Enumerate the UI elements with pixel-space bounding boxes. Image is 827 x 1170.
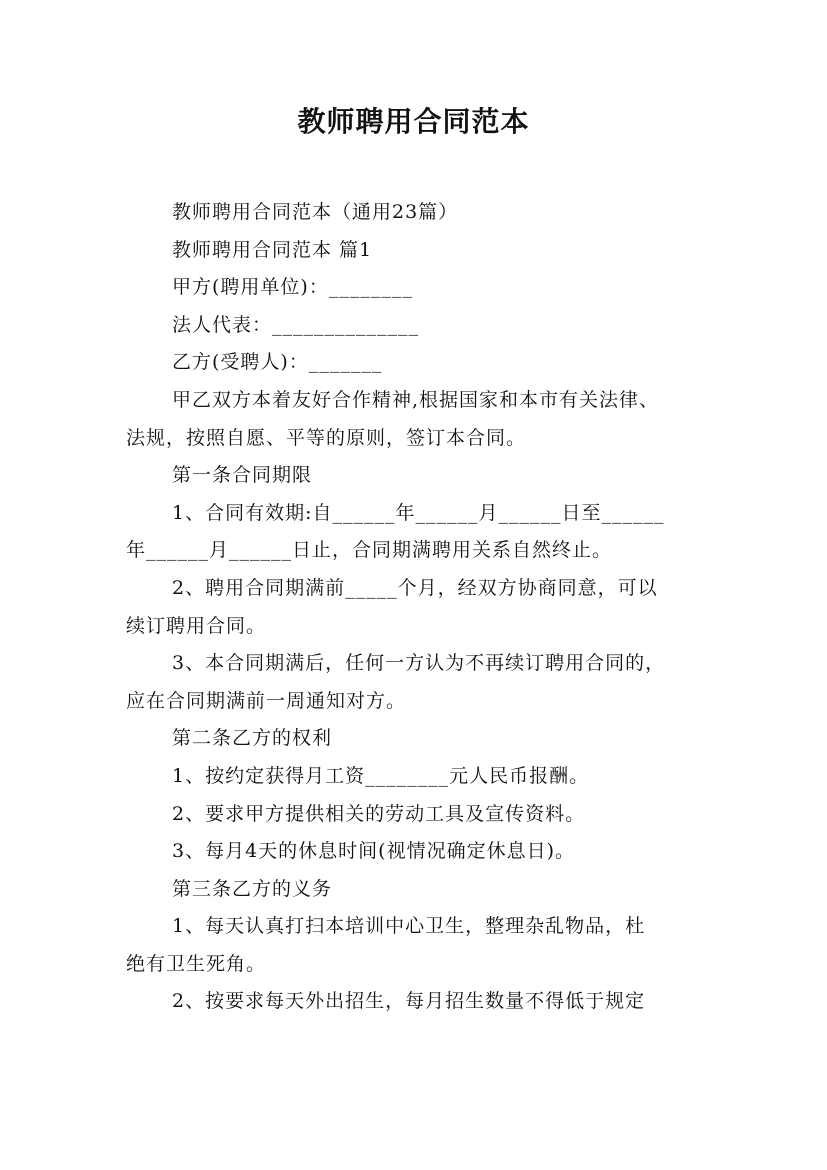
paragraph-line: 3、本合同期满后，任何一方认为不再续订聘用合同的， — [172, 652, 666, 675]
paragraph-line: 2、按要求每天外出招生，每月招生数量不得低于规定 — [172, 990, 646, 1013]
paragraph-line: 法规，按照自愿、平等的原则，签订本合同。 — [126, 426, 527, 449]
paragraph-line: 1、合同有效期:自______年______月______日至______ — [172, 501, 665, 524]
paragraph-line: 法人代表：______________ — [172, 313, 420, 336]
paragraph-line: 续订聘用合同。 — [126, 614, 267, 637]
paragraph-line: 教师聘用合同范本（通用23篇） — [172, 201, 459, 223]
paragraph-line: 2、要求甲方提供相关的劳动工具及宣传资料。 — [172, 802, 586, 825]
paragraph-line: 甲乙双方本着友好合作精神,根据国家和本市有关法律、 — [172, 388, 660, 411]
paragraph-line: 甲方(聘用单位)：________ — [172, 276, 413, 299]
paragraph-line: 1、按约定获得月工资________元人民币报酬。 — [172, 764, 590, 787]
paragraph-line: 3、每月4天的休息时间(视情况确定休息日)。 — [172, 840, 576, 863]
section-heading: 第三条乙方的义务 — [172, 877, 333, 900]
document-body — [126, 194, 706, 1021]
paragraph-line: 绝有卫生死角。 — [126, 952, 267, 975]
document-title: 教师聘用合同范本 — [297, 105, 530, 138]
paragraph-line: 应在合同期满前一周通知对方。 — [126, 689, 407, 712]
paragraph-line: 年______月______日止，合同期满聘用关系自然终止。 — [126, 539, 613, 562]
paragraph-line: 1、每天认真打扫本培训中心卫生，整理杂乱物品，杜 — [172, 915, 646, 938]
section-heading: 第二条乙方的权利 — [172, 727, 333, 750]
paragraph-line: 乙方(受聘人)：_______ — [172, 351, 383, 374]
paragraph-line: 2、聘用合同期满前_____个月，经双方协商同意，可以 — [172, 576, 658, 599]
section-heading: 第一条合同期限 — [172, 464, 313, 487]
paragraph-line: 教师聘用合同范本 篇1 — [172, 238, 373, 261]
